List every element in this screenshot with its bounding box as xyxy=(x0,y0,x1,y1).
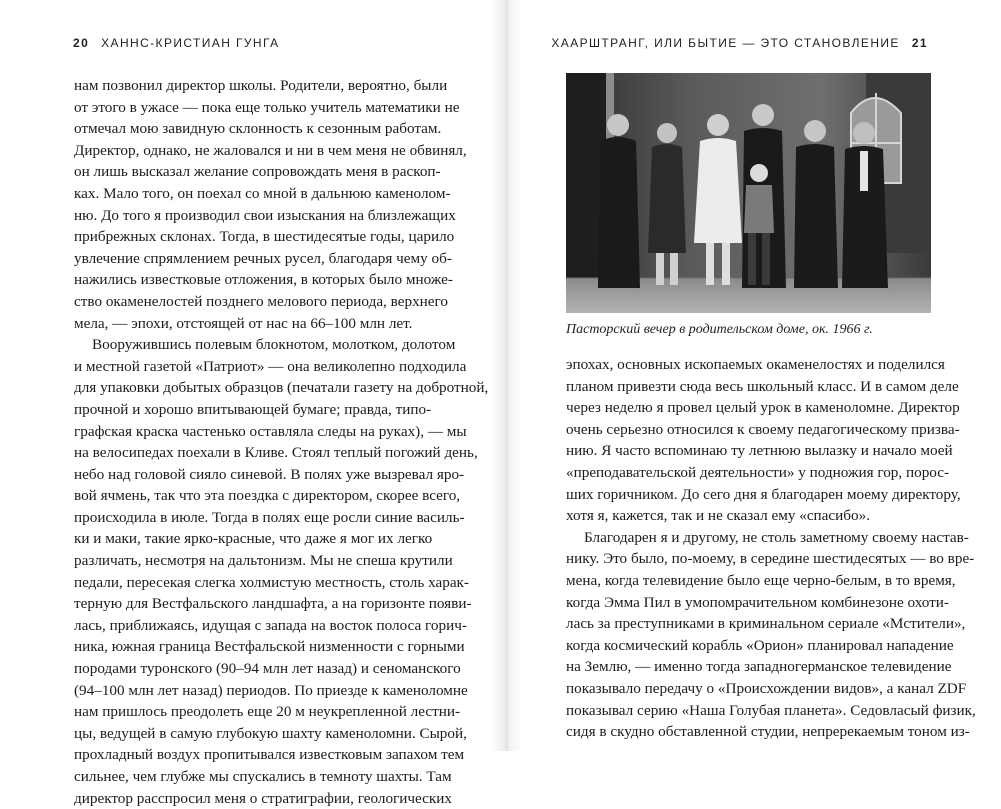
text-line: показывало передачу о «Происхождении видов», а канал ZDF xyxy=(566,679,967,697)
text-line: небо над головой сияло синевой. В полях уже вызревал яро- xyxy=(74,465,465,483)
text-line: мела, — эпохи, отстоящей от нас на 66–100 млн лет. xyxy=(74,314,413,332)
family-photo xyxy=(566,73,931,313)
text-line: отмечал мою завидную склонность к сезонным работам. xyxy=(74,120,442,138)
text-line: прочной и хорошо впитывающей бумаге; правда, типо- xyxy=(74,400,432,418)
text-line: вой ячмень, так что эта поездка с директором, скорее всего, xyxy=(74,487,461,505)
text-line: когда Эмма Пил в умопомрачительном комбинезоне охоти- xyxy=(566,593,949,611)
text-line: породами туронского (90–94 млн лет назад) и сеноманского xyxy=(74,660,461,678)
text-line: нам пришлось преодолеть еще 20 м неукрепленной лестни- xyxy=(74,703,461,721)
left-page-number: 20 xyxy=(73,36,90,50)
text-line: происходила в июле. Тогда в полях еще росли синие василь- xyxy=(74,508,465,526)
text-line: для упаковки добытых образцов (печатали газету на добротной, xyxy=(74,379,489,397)
text-line: нам позвонил директор школы. Родители, вероятно, были xyxy=(74,77,448,94)
text-line: графская краска частенько оставляла следы на руках), — мы xyxy=(74,422,467,440)
text-line: увлечение спрямлением речных русел, благодаря чему об- xyxy=(74,249,452,267)
text-line: прохладный воздух пропитывался известковым запахом тем xyxy=(74,746,465,764)
text-line: терную для Вестфальского ландшафта, а на горизонте появи- xyxy=(74,595,472,613)
text-line: показывал серию «Наша Голубая планета». Седовласый физик, xyxy=(566,701,976,719)
text-line: ство окаменелостей позднего мелового периода, верхнего xyxy=(74,292,448,310)
text-line: нажились известковые отложения, в которых было множе- xyxy=(74,271,453,289)
text-line: нику. Это было, по-моему, в середине шестидесятых — во вре- xyxy=(566,550,975,568)
text-line: «преподавательской деятельности» у подножия гор, порос- xyxy=(566,463,950,481)
text-line: сильнее, чем глубже мы спускались в темноту шахты. Там xyxy=(74,768,452,785)
text-line: он лишь высказал желание сопровождать меня в раскоп- xyxy=(74,163,441,181)
right-running-header xyxy=(551,36,928,50)
text-line: очень серьезно относился к своему педагогическому призва- xyxy=(566,420,960,438)
text-line: нию. Я часто вспоминаю ту летнюю вылазку и начало моей xyxy=(566,442,953,460)
paragraph-first-line: Вооружившись полевым блокнотом, молотком, долотом xyxy=(92,336,456,354)
text-line: планом привезти сюда весь школьный класс. И в самом деле xyxy=(566,377,959,395)
text-line: когда космический корабль «Орион» планировал нападение xyxy=(566,636,954,654)
text-line: ника, южная граница Вестфальской низменности с горными xyxy=(74,638,465,656)
text-line: различать, несмотря на дальтонизм. Мы не спеша крутили xyxy=(74,552,453,570)
text-line: директор расспросил меня о стратиграфии, геологических xyxy=(74,789,453,807)
right-running-head: ХААРШТРАНГ, ИЛИ БЫТИЕ — ЭТО СТАНОВЛЕНИЕ xyxy=(551,36,900,50)
book-gutter xyxy=(490,0,522,751)
left-running-head: ХАННС-КРИСТИАН ГУНГА xyxy=(101,36,280,50)
text-line: на Землю, — именно тогда западногерманское телевидение xyxy=(566,658,952,676)
text-line: хотя я, кажется, так и не сказал ему «спасибо». xyxy=(566,507,871,525)
text-line: лась за преступниками в криминальном сериале «Мстители», xyxy=(566,615,966,633)
text-line: на велосипедах поехали в Кливе. Стоял теплый погожий день, xyxy=(74,444,478,462)
text-line: цы, ведущей в самую глубокую шахту каменоломни. Сырой, xyxy=(74,724,467,742)
right-page-text xyxy=(566,354,976,743)
right-page-number: 21 xyxy=(911,36,928,50)
text-line: и местной газетой «Патриот» — она великолепно подходила xyxy=(74,357,467,375)
text-line: ших горичником. До сего дня я благодарен моему директору, xyxy=(566,485,961,503)
text-line: ню. До того я производил свои изыскания на близлежащих xyxy=(74,206,456,224)
text-line: от этого в ужасе — пока еще только учитель математики не xyxy=(74,98,460,116)
left-running-header xyxy=(73,36,280,50)
text-line: ки и маки, такие ярко-красные, что даже я мог их легко xyxy=(74,530,433,548)
text-line: лась, приближаясь, идущая с запада на восток полоса горич- xyxy=(74,616,467,634)
text-line: мена, когда телевидение было еще черно-белым, в то время, xyxy=(566,571,956,589)
left-page-text xyxy=(74,75,489,809)
photo-caption: Пасторский вечер в родительском доме, ок. 1966 г. xyxy=(566,322,873,337)
text-line: эпохах, основных ископаемых окаменелостях и поделился xyxy=(566,356,945,373)
text-line: педали, пересекая слегка холмистую местность, столь харак- xyxy=(74,573,469,591)
text-line: (94–100 млн лет назад) периодов. По приезде к каменоломне xyxy=(74,681,468,699)
text-line: через неделю я провел целый урок в каменоломне. Директор xyxy=(566,399,960,417)
text-line: ках. Мало того, он поехал со мной в дальнюю каменолом- xyxy=(74,184,451,202)
paragraph-first-line: Благодарен я и другому, не столь заметному своему настав- xyxy=(584,528,969,546)
text-line: прибрежных склонах. Тогда, в шестидесятые годы, царило xyxy=(74,228,455,246)
text-line: Директор, однако, не жаловался и ни в чем меня не обвинял, xyxy=(74,141,467,159)
text-line: сидя в скудно обставленной студии, непререкаемым тоном из- xyxy=(566,723,970,741)
